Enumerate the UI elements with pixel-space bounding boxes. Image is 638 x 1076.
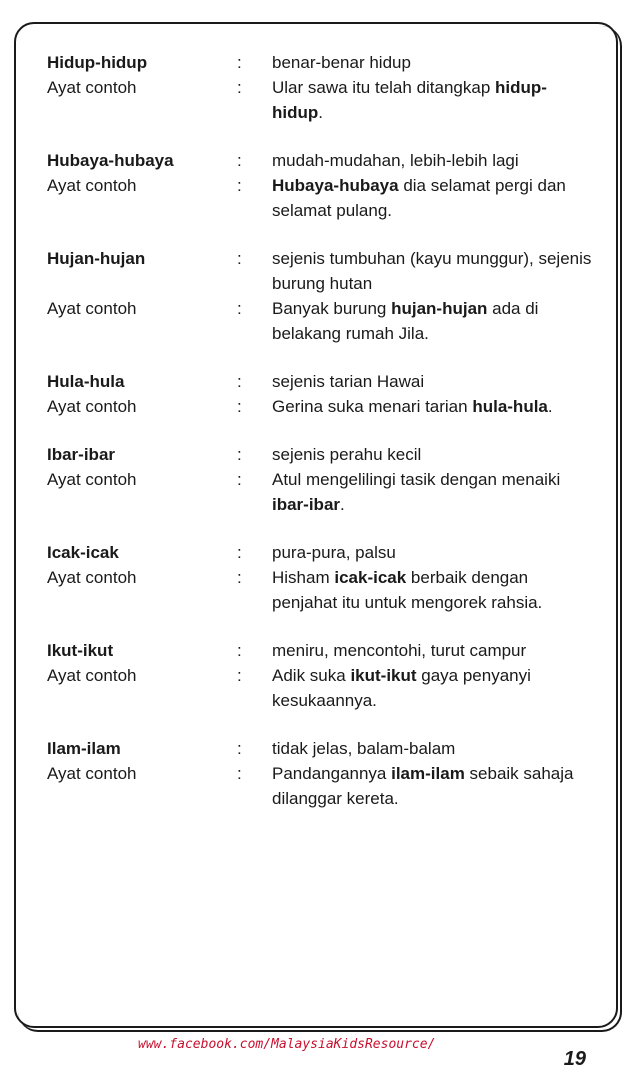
example-term-bold: hula-hula [472,397,548,416]
example-after: ada di belakang rumah Jila. [272,299,539,343]
example-label: Ayat contoh [47,176,137,195]
colon: : [237,641,242,660]
example-label: Ayat contoh [47,299,137,318]
colon: : [237,666,242,685]
example-sentence [272,173,592,223]
entry-term: Hula-hula [47,372,125,391]
colon: : [237,151,242,170]
example-after: . [547,397,553,416]
example-sentence [272,75,592,125]
example-before: Gerina suka menari tarian [272,397,473,416]
colon: : [237,543,242,562]
example-label: Ayat contoh [47,397,137,416]
meaning-row [47,638,592,663]
glossary-entry [47,638,592,713]
colon: : [237,78,242,97]
colon: : [237,470,242,489]
meaning-row [47,369,592,394]
entry-term: Hujan-hujan [47,249,146,268]
example-label: Ayat contoh [47,764,137,783]
example-term-bold: ibar-ibar [272,495,341,514]
example-row [47,467,592,517]
entry-term: Ilam-ilam [47,739,121,758]
entry-term: Icak-icak [47,543,119,562]
example-after: . [318,103,323,122]
entry-meaning: tidak jelas, balam-balam [272,739,456,758]
example-before: Ular sawa itu telah ditangkap [272,78,496,97]
example-row [47,173,592,223]
example-after: sebaik sahaja dilanggar kereta. [272,764,574,808]
example-before: Hisham [272,568,335,587]
meaning-row [47,50,592,75]
example-term-bold: ilam-ilam [391,764,465,783]
entry-meaning: sejenis perahu kecil [272,445,422,464]
example-term-bold: ikut-ikut [350,666,417,685]
example-after: . [340,495,345,514]
example-term-bold: Hubaya-hubaya [272,176,399,195]
page-number: 19 [563,1048,586,1070]
colon: : [237,176,242,195]
colon: : [237,249,242,268]
example-before: Pandangannya [272,764,392,783]
example-sentence [272,663,592,713]
example-sentence [272,467,592,517]
example-row [47,296,592,346]
glossary-entry [47,540,592,615]
example-row [47,565,592,615]
example-term-bold: hujan-hujan [391,299,488,318]
colon: : [237,299,242,318]
colon: : [237,372,242,391]
example-after: dia selamat pergi dan selamat pulang. [272,176,566,220]
colon: : [237,397,242,416]
colon: : [237,445,242,464]
example-before: Atul mengelilingi tasik dengan menaiki [272,470,561,489]
glossary-entry [47,442,592,517]
entry-meaning: sejenis tarian Hawai [272,372,425,391]
glossary-entry [47,369,592,419]
glossary-entry [47,246,592,346]
example-row [47,761,592,811]
example-sentence [272,394,592,419]
example-after: berbaik dengan penjahat itu untuk mengorek rahsia. [272,568,543,612]
example-sentence [272,761,592,811]
entry-meaning: meniru, mencontohi, turut campur [272,641,527,660]
glossary-entry [47,736,592,811]
glossary-entries [47,50,592,834]
entry-meaning: sejenis tumbuhan (kayu munggur), sejenis burung hutan [272,249,592,293]
example-row [47,663,592,713]
colon: : [237,739,242,758]
entry-meaning: pura-pura, palsu [272,543,396,562]
example-label: Ayat contoh [47,78,137,97]
meaning-row [47,736,592,761]
colon: : [237,53,242,72]
entry-term: Hubaya-hubaya [47,151,174,170]
entry-term: Ibar-ibar [47,445,116,464]
entry-term: Ikut-ikut [47,641,114,660]
entry-meaning: benar-benar hidup [272,53,411,72]
entry-meaning: mudah-mudahan, lebih-lebih lagi [272,151,519,170]
colon: : [237,568,242,587]
example-sentence [272,296,592,346]
example-before: Adik suka [272,666,351,685]
example-before: Banyak burung [272,299,392,318]
example-sentence [272,565,592,615]
example-term-bold: icak-icak [334,568,407,587]
meaning-row [47,540,592,565]
example-label: Ayat contoh [47,470,137,489]
example-after: gaya penyanyi kesukaannya. [272,666,531,710]
facebook-link[interactable]: www.facebook.com/MalaysiaKidsResource/ [138,1037,436,1052]
example-row [47,394,592,419]
glossary-entry [47,148,592,223]
entry-term: Hidup-hidup [47,53,148,72]
colon: : [237,764,242,783]
glossary-entry [47,50,592,125]
example-label: Ayat contoh [47,666,137,685]
meaning-row [47,246,592,296]
meaning-row [47,148,592,173]
example-row [47,75,592,125]
meaning-row [47,442,592,467]
example-term-bold: hidup-hidup [272,78,547,122]
example-label: Ayat contoh [47,568,137,587]
